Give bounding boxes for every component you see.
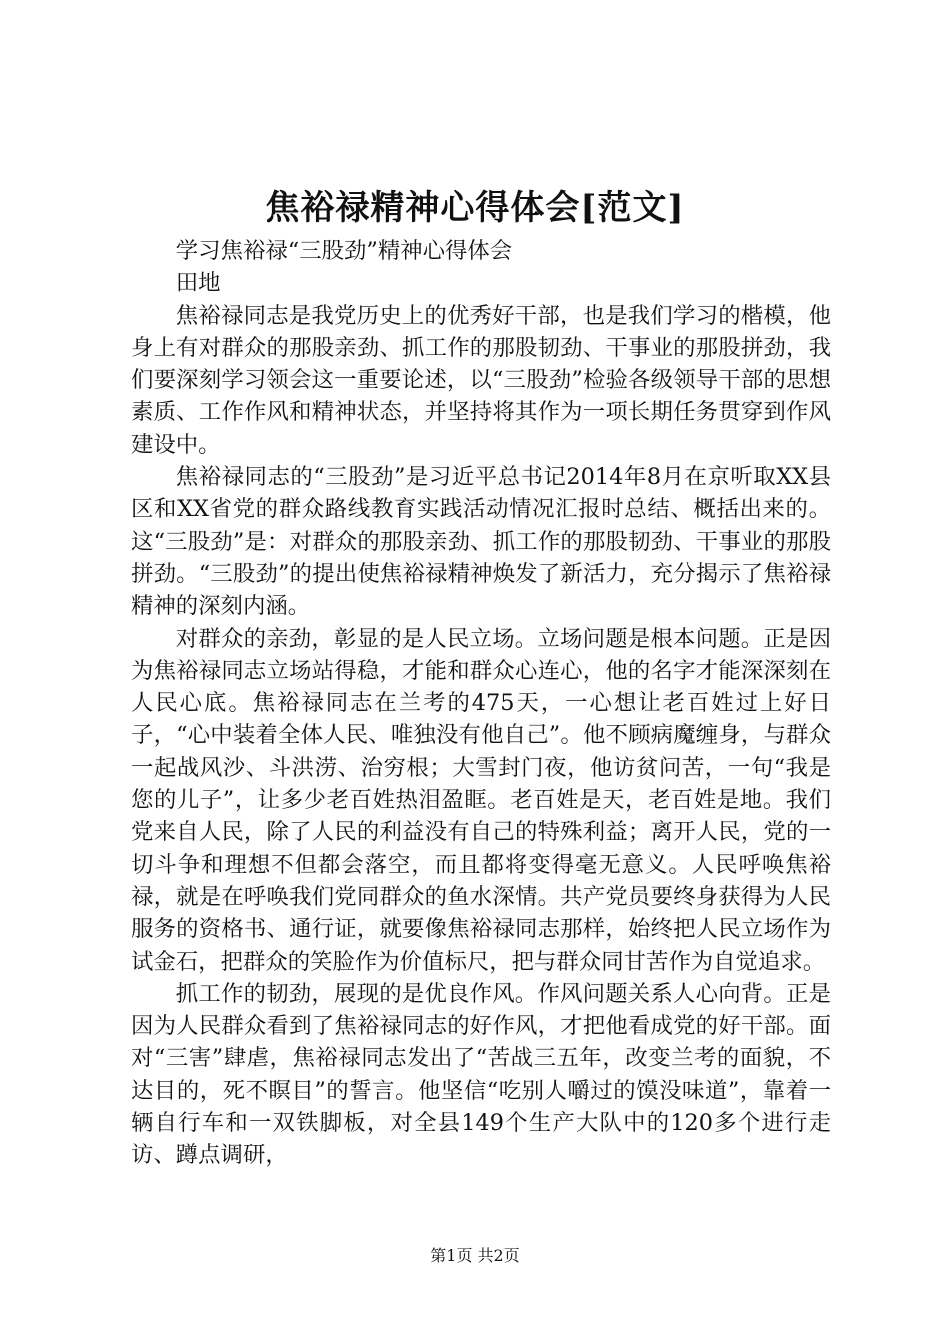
paragraph: 抓工作的韧劲，展现的是优良作风。作风问题关系人心向背。正是因为人民群众看到了焦裕禄同志的好作风，才把他看成党的好干部。面对“三害”肆虐，焦裕禄同志发出了“苦战三五年，改变兰考的面貌，不达目的，死不瞑目”的誓言。他坚信“吃别人嚼过的馍没味道”，靠着一辆自行车和一双铁脚板，对全县149个生产大队中的120多个进行走访、蹲点调研，	[131, 980, 831, 1169]
document-title: 焦裕禄精神心得体会[范文]	[265, 188, 685, 228]
document-body	[131, 235, 831, 1172]
document-author: 田地	[175, 270, 221, 297]
document-subtitle: 学习焦裕禄“三股劲”精神心得体会	[175, 238, 513, 264]
paragraph: 焦裕禄同志是我党历史上的优秀好干部，也是我们学习的楷模，他身上有对群众的那股亲劲、抓工作的那股韧劲、干事业的那股拼劲，我们要深刻学习领会这一重要论述，以“三股劲”检验各级领导干部的思想素质、工作作风和精神状态，并坚持将其作为一项长期任务贯穿到作风建设中。	[131, 302, 831, 458]
paragraph: 对群众的亲劲，彰显的是人民立场。立场问题是根本问题。正是因为焦裕禄同志立场站得稳，才能和群众心连心，他的名字才能深深刻在人民心底。焦裕禄同志在兰考的475天，一心想让老百姓过上好日子，“心中装着全体人民、唯独没有他自己”。他不顾病魔缠身，与群众一起战风沙、斗洪涝、治穷根；大雪封门夜，他访贫问苦，一句“我是您的儿子”，让多少老百姓热泪盈眶。老百姓是天，老百姓是地。我们党来自人民，除了人民的利益没有自己的特殊利益；离开人民，党的一切斗争和理想不但都会落空，而且都将变得毫无意义。人民呼唤焦裕禄，就是在呼唤我们党同群众的鱼水深情。共产党员要终身获得为人民服务的资格书、通行证，就要像焦裕禄同志那样，始终把人民立场作为试金石，把群众的笑脸作为价值标尺，把与群众同甘苦作为自觉追求。	[131, 625, 831, 975]
paragraph: 焦裕禄同志的“三股劲”是习近平总书记2014年8月在京听取XX县区和XX省党的群众路线教育实践活动情况汇报时总结、概括出来的。这“三股劲”是：对群众的那股亲劲、抓工作的那股韧劲、干事业的那股拼劲。“三股劲”的提出使焦裕禄精神焕发了新活力，充分揭示了焦裕禄精神的深刻内涵。	[131, 464, 831, 620]
page-footer: 第1页 共2页	[430, 1246, 520, 1265]
